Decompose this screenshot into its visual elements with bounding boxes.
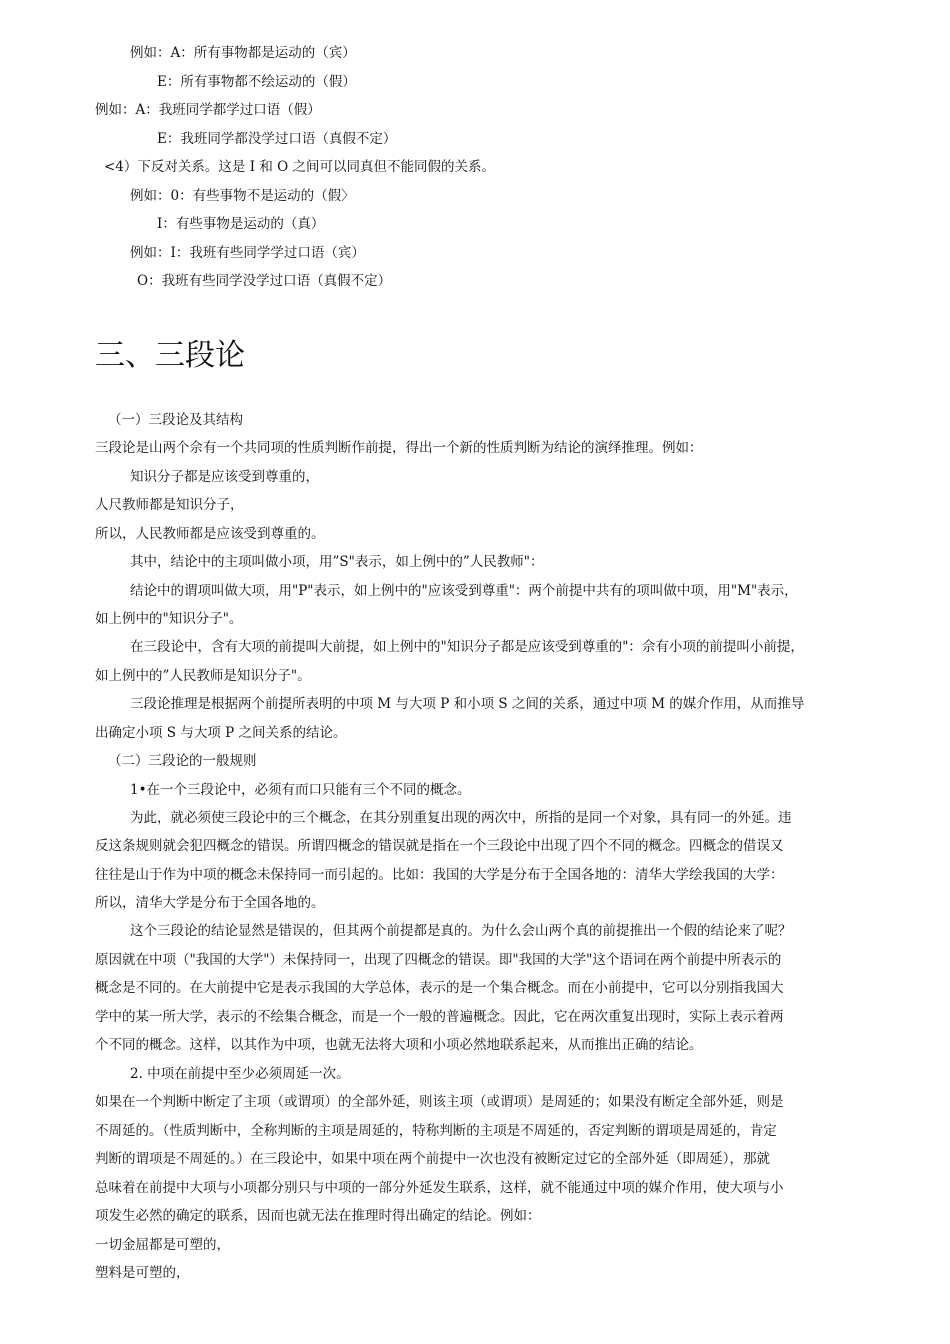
text-line: 不周延的。（性质判断中，全称判断的主项是周延的，特称判断的主项是不周延的，否定判断的谓项是周延的，肯定 [95,1123,777,1139]
text-line: O：我班有些同学没学过口语（真假不定） [137,273,392,289]
text-line: 为此，就必须使三段论中的三个概念，在其分别重复出现的两次中，所指的是同一个对象，具有同一的外延。违 [130,810,792,826]
text-line: 2. 中项在前提中至少必须周延一次。 [130,1066,350,1082]
text-line: 判断的谓项是不周延的。）在三段论中，如果中项在两个前提中一次也没有被断定过它的全部外延（即周延），那就 [95,1151,770,1167]
text-line: 学中的某一所大学，表示的不绘集合概念，而是一个一般的普遍概念。因此，它在两次重复出现时，实际上表示着两 [95,1009,784,1025]
text-line: 塑料是可塑的， [95,1265,190,1281]
text-line: 例如：I：我班有些同学学过口语（宾） [130,245,365,261]
text-line: 三段论推理是根据两个前提所表明的中项 M 与大项 P 和小项 S 之间的关系，通过中项 M 的媒介作用，从而推导 [130,696,805,712]
text-line: 个不同的概念。这样，以其作为中项，也就无法将大项和小项必然地联系起来，从而推出正确的结论。 [95,1037,703,1053]
text-line: <4）下反对关系。这是 I 和 O 之间可以同真但不能同假的关系。 [104,159,495,175]
text-line: 如上例中的”人民教师是知识分子"。 [95,668,311,684]
text-line: 其中，结论中的主项叫做小项，用”S"表示，如上例中的”人民教师"： [130,554,544,570]
text-line: 所以，人民教师都是应该受到尊重的。 [95,526,325,542]
text-line: 出确定小项 S 与大项 P 之间关系的结论。 [95,725,347,741]
text-line: 一切金屈都是可塑的， [95,1237,230,1253]
text-line: 反这条规则就会犯四概念的错误。所谓四概念的错误就是指在一个三段论中出现了四个不同的概念。四概念的借误又 [95,838,784,854]
text-line: 例如：0：有些事物不是运动的（假〉 [130,188,355,204]
text-line: 往往是山于作为中项的概念未保持同一而引起的。比如：我国的大学是分布于全国各地的：清华大学绘我国的大学： [95,867,784,883]
text-line: 在三段论中，含有大项的前提叫大前提，如上例中的"知识分子都是应该受到尊重的"：佘有小项的前提叫小前提， [130,639,804,655]
text-line: E：我班同学都没学过口语（真假不定） [157,131,397,147]
text-line: 这个三段论的结论显然是错误的，但其两个前提都是真的。为什么会山两个真的前提推出一个假的结论来了呢？ [130,923,792,939]
text-line: E：所有事物都不绘运动的（假） [157,74,356,90]
text-line: 例如：A：我班同学都学过口语（假） [95,102,321,118]
section-heading: 三、三段论 [95,338,245,373]
text-line: 三段论是山两个佘有一个共同项的性质判断作前提，得出一个新的性质判断为结论的演绎推理。例如： [95,440,703,456]
text-line: 如果在一个判断中断定了主项（或谓项）的全部外延，则该主项（或谓项）是周延的；如果没有断定全部外延，则是 [95,1094,784,1110]
text-line: 概念是不同的。在大前提中它是表示我国的大学总体，表示的是一个集合概念。而在小前提中，它可以分别指我国大 [95,980,784,996]
subsection-heading: （二）三段论的一般规则 [108,753,257,769]
text-line: 如上例中的"知识分子"。 [95,611,243,627]
text-line: 原因就在中项（"我国的大学"）未保持同一，出现了四概念的错误。即"我国的大学"这个语词在两个前提中所表示的 [95,952,782,968]
text-line: 例如：A：所有事物都是运动的（宾） [130,45,356,61]
text-line: 人尺教师都是知识分子， [95,497,244,513]
subsection-heading: （一）三段论及其结构 [108,412,243,428]
text-line: 结论中的谓项叫做大项，用"P"表示，如上例中的"应该受到尊重"：两个前提中共有的项叫做中项，用"M"表示， [130,583,798,599]
text-line: 所以，清华大学是分布于全国各地的。 [95,895,325,911]
text-line: 总味着在前提中大项与小项都分别只与中项的一部分外延发生联系，这样，就不能通过中项的媒介作用，使大项与小 [95,1180,784,1196]
text-line: 项发生必然的确定的联系，因而也就无法在推理时得出确定的结论。例如： [95,1208,541,1224]
text-line: 知识分子都是应该受到尊重的， [130,469,319,485]
text-line: 1•在一个三段论中，必须有而口只能有三个不同的概念。 [130,782,471,798]
text-line: I：有些事物是运动的（真） [157,216,325,232]
